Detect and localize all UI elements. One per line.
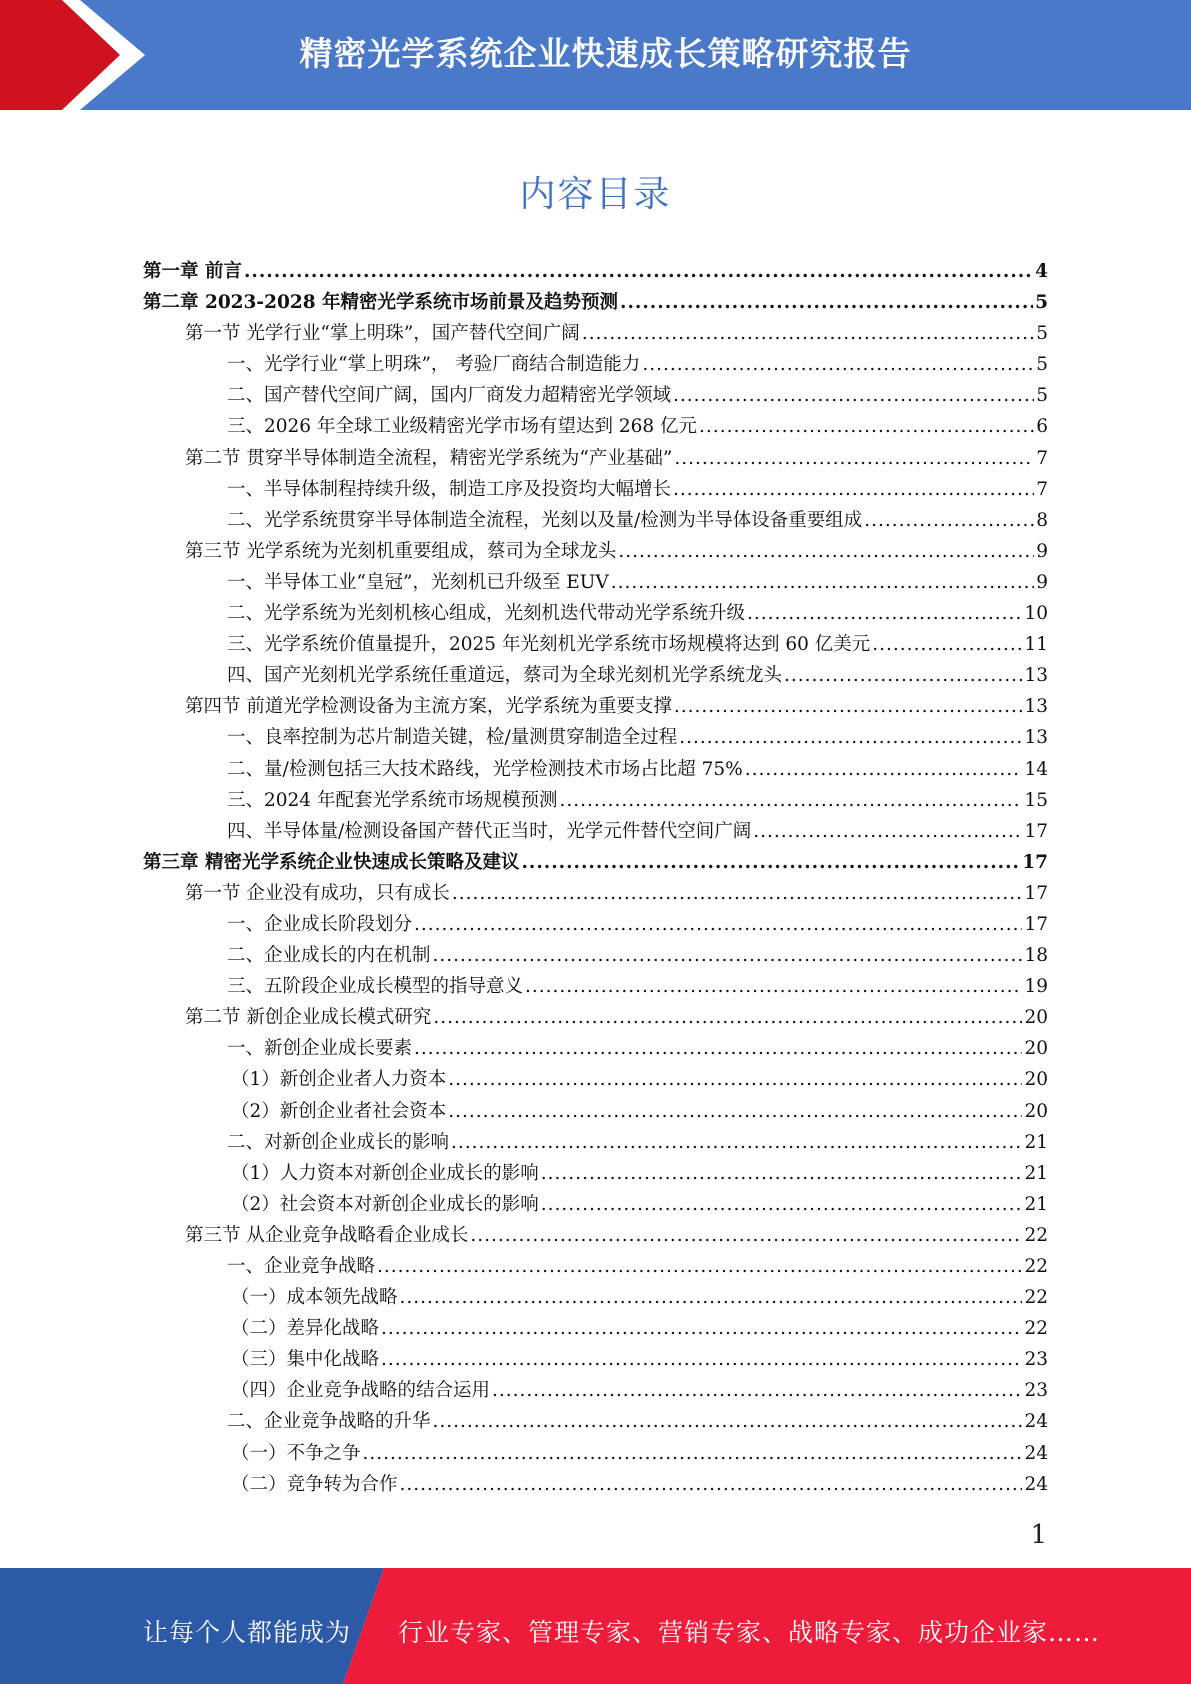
toc-entry[interactable]: [143, 349, 1048, 380]
toc-entry-page: 8: [1036, 509, 1048, 531]
toc-dot-leader: [674, 443, 1034, 474]
toc-entry-title: （2）新创企业者社会资本: [231, 1100, 447, 1122]
toc-dot-leader: [541, 1189, 1023, 1220]
toc-dot-leader: [414, 909, 1022, 940]
toc-entry[interactable]: [143, 1282, 1048, 1313]
toc-entry-page: 23: [1024, 1380, 1048, 1402]
toc-entry[interactable]: [143, 754, 1048, 785]
toc-dot-leader: [433, 1406, 1023, 1437]
toc-entry[interactable]: [143, 443, 1048, 474]
toc-entry[interactable]: [143, 1033, 1048, 1064]
toc-entry-page: 17: [1024, 913, 1048, 935]
toc-entry[interactable]: [143, 380, 1048, 411]
toc-entry[interactable]: [143, 785, 1048, 816]
toc-entry-title: （1）新创企业者人力资本: [231, 1069, 447, 1091]
toc-entry-page: 20: [1024, 1100, 1048, 1122]
toc-entry-page: 18: [1024, 945, 1048, 967]
toc-entry[interactable]: [143, 909, 1048, 940]
toc-entry-title: 一、良率控制为芯片制造关键，检/量测贯穿制造全过程: [227, 727, 678, 749]
toc-entry-page: 10: [1024, 603, 1048, 625]
toc-entry-title: 二、光学系统贯穿半导体制造全流程，光刻以及量/检测为半导体设备重要组成: [227, 509, 863, 531]
toc-entry-page: 24: [1024, 1442, 1048, 1464]
toc-entry[interactable]: [143, 411, 1048, 442]
toc-entry[interactable]: [143, 1406, 1048, 1437]
toc-entry[interactable]: [143, 722, 1048, 753]
footer-slogan-left: 让每个人都能成为: [143, 1618, 352, 1647]
toc-dot-leader: [559, 785, 1022, 816]
toc-entry-page: 17: [1024, 882, 1048, 904]
toc-entry[interactable]: [143, 971, 1048, 1002]
toc-entry-page: 17: [1022, 851, 1048, 873]
toc-entry-title: 二、对新创企业成长的影响: [227, 1131, 450, 1153]
toc-entry-page: 5: [1035, 292, 1048, 314]
toc-entry[interactable]: [143, 598, 1048, 629]
toc-dot-leader: [872, 629, 1022, 660]
toc-entry[interactable]: [143, 660, 1048, 691]
toc-dot-leader: [747, 598, 1022, 629]
toc-heading: 内容目录: [519, 174, 672, 215]
toc-dot-leader: [470, 1220, 1022, 1251]
toc-entry-title: 第三节 从企业竞争战略看企业成长: [185, 1224, 469, 1246]
toc-entry-title: 一、半导体制程持续升级，制造工序及投资均大幅增长: [227, 478, 672, 500]
toc-entry-title: 一、光学行业“掌上明珠”， 考验厂商结合制造能力: [227, 354, 641, 376]
toc-entry[interactable]: [143, 567, 1048, 598]
toc-entry-page: 24: [1024, 1473, 1048, 1495]
toc-entry[interactable]: [143, 318, 1048, 349]
toc-entry-page: 13: [1024, 696, 1048, 718]
toc-entry-title: 第四节 前道光学检测设备为主流方案，光学系统为重要支撑: [185, 696, 672, 718]
toc-entry-page: 5: [1036, 354, 1048, 376]
toc-entry[interactable]: [143, 1344, 1048, 1375]
toc-dot-leader: [784, 660, 1022, 691]
report-title: 精密光学系统企业快速成长策略研究报告: [299, 34, 912, 73]
toc-entry-page: 6: [1036, 416, 1048, 438]
toc-entry-title: 三、2026 年全球工业级精密光学市场有望达到 268 亿元: [227, 416, 698, 438]
toc-entry[interactable]: [143, 474, 1048, 505]
toc-dot-leader: [699, 411, 1034, 442]
toc-entry[interactable]: [143, 691, 1048, 722]
toc-entry-page: 7: [1036, 447, 1048, 469]
page-header: [0, 0, 1191, 110]
toc-dot-leader: [244, 256, 1033, 287]
toc-entry-title: 二、国产替代空间广阔，国内厂商发力超精密光学领域: [227, 385, 672, 407]
toc-entry-title: 第三章 精密光学系统企业快速成长策略及建议: [143, 851, 520, 873]
toc-entry-title: （四）企业竞争战略的结合运用: [231, 1380, 491, 1402]
toc-entry-page: 4: [1035, 261, 1048, 282]
toc-dot-leader: [618, 536, 1034, 567]
toc-entry[interactable]: [143, 1064, 1048, 1095]
toc-dot-leader: [452, 878, 1023, 909]
toc-entry-page: 21: [1024, 1193, 1048, 1215]
page-footer: [0, 1568, 1191, 1684]
toc-entry-page: 22: [1024, 1318, 1048, 1340]
toc-dot-leader: [381, 1313, 1022, 1344]
toc-dot-leader: [674, 691, 1023, 722]
toc-entry-title: 三、五阶段企业成长模型的指导意义: [227, 976, 524, 998]
toc-entry-page: 21: [1024, 1131, 1048, 1153]
toc-entry[interactable]: [143, 536, 1048, 567]
page-number: 1: [1030, 1520, 1047, 1550]
toc-entry[interactable]: [143, 1313, 1048, 1344]
toc-entry-page: 20: [1024, 1069, 1048, 1091]
toc-entry[interactable]: [143, 1127, 1048, 1158]
footer-slogan-right: 行业专家、管理专家、营销专家、战略专家、成功企业家……: [398, 1618, 1101, 1647]
toc-dot-leader: [381, 1344, 1022, 1375]
toc-entry[interactable]: [143, 878, 1048, 909]
toc-dot-leader: [673, 474, 1034, 505]
toc-dot-leader: [400, 1469, 1023, 1500]
toc-entry-page: 11: [1024, 634, 1048, 656]
toc-dot-leader: [521, 847, 1020, 878]
toc-dot-leader: [400, 1282, 1023, 1313]
toc-dot-leader: [433, 1002, 1022, 1033]
toc-entry[interactable]: [143, 1158, 1048, 1189]
toc-dot-leader: [433, 940, 1023, 971]
toc-entry-title: （二）差异化战略: [231, 1318, 380, 1340]
toc-dot-leader: [582, 318, 1034, 349]
toc-entry-page: 19: [1024, 976, 1048, 998]
toc-entry-title: （二）竞争转为合作: [231, 1473, 398, 1495]
toc-entry-page: 5: [1036, 385, 1048, 407]
toc-dot-leader: [448, 1096, 1022, 1127]
toc-entry-page: 17: [1024, 820, 1048, 842]
toc-entry-title: 第一节 光学行业“掌上明珠”，国产替代空间广阔: [185, 323, 580, 345]
toc-entry-title: 第一节 企业没有成功，只有成长: [185, 882, 450, 904]
toc-entry-title: 第一章 前言: [143, 261, 242, 282]
toc-entry-title: 一、企业竞争战略: [227, 1256, 376, 1277]
toc-entry-page: 7: [1036, 478, 1048, 500]
toc-dot-leader: [620, 287, 1033, 318]
table-of-contents: [143, 256, 1048, 1500]
toc-entry-page: 13: [1024, 727, 1048, 749]
toc-entry-page: 9: [1036, 571, 1048, 593]
toc-entry-title: 一、半导体工业“皇冠”，光刻机已升级至 EUV: [227, 571, 609, 593]
toc-dot-leader: [642, 349, 1034, 380]
toc-entry[interactable]: [143, 505, 1048, 536]
toc-entry[interactable]: [143, 1189, 1048, 1220]
toc-entry-title: 三、光学系统价值量提升，2025 年光刻机光学系统市场规模将达到 60 亿美元: [227, 634, 871, 656]
toc-entry-title: 二、企业竞争战略的升华: [227, 1411, 431, 1433]
toc-entry-page: 20: [1024, 1038, 1048, 1060]
toc-entry[interactable]: [143, 287, 1048, 318]
toc-dot-leader: [414, 1033, 1022, 1064]
toc-dot-leader: [448, 1064, 1022, 1095]
toc-entry[interactable]: [143, 1438, 1048, 1469]
toc-entry[interactable]: [143, 1469, 1048, 1500]
toc-entry-page: 22: [1024, 1224, 1048, 1246]
toc-dot-leader: [745, 754, 1023, 785]
toc-entry-title: 一、新创企业成长要素: [227, 1038, 413, 1060]
toc-entry-title: 第二节 贯穿半导体制造全流程，精密光学系统为“产业基础”: [185, 447, 673, 469]
toc-entry[interactable]: [143, 1096, 1048, 1127]
toc-entry-title: 第三节 光学系统为光刻机重要组成，蔡司为全球龙头: [185, 540, 617, 562]
toc-entry-page: 23: [1024, 1349, 1048, 1371]
toc-entry[interactable]: [143, 816, 1048, 847]
toc-entry-page: 24: [1024, 1411, 1048, 1433]
toc-entry-title: 三、2024 年配套光学系统市场规模预测: [227, 789, 558, 811]
toc-entry-title: 二、光学系统为光刻机核心组成，光刻机迭代带动光学系统升级: [227, 603, 746, 625]
toc-entry-page: 15: [1024, 789, 1048, 811]
toc-entry-page: 9: [1036, 540, 1048, 562]
toc-dot-leader: [753, 816, 1022, 847]
toc-dot-leader: [492, 1375, 1022, 1406]
toc-dot-leader: [525, 971, 1022, 1002]
toc-entry[interactable]: [143, 1002, 1048, 1033]
toc-entry-title: 第二章 2023-2028 年精密光学系统市场前景及趋势预测: [143, 292, 619, 314]
toc-dot-leader: [864, 505, 1034, 536]
toc-entry-page: 13: [1024, 665, 1048, 687]
toc-entry[interactable]: [143, 1220, 1048, 1251]
toc-entry-title: （一）不争之争: [231, 1442, 361, 1464]
toc-dot-leader: [451, 1127, 1022, 1158]
toc-entry-page: 5: [1036, 323, 1048, 345]
toc-entry[interactable]: [143, 629, 1048, 660]
toc-entry-title: （一）成本领先战略: [231, 1287, 398, 1309]
toc-entry-title: 二、企业成长的内在机制: [227, 945, 431, 967]
toc-entry-title: （2）社会资本对新创企业成长的影响: [231, 1193, 539, 1215]
toc-entry[interactable]: [143, 256, 1048, 287]
toc-dot-leader: [541, 1158, 1023, 1189]
toc-entry[interactable]: [143, 1375, 1048, 1406]
toc-entry-page: 22: [1024, 1287, 1048, 1309]
toc-dot-leader: [611, 567, 1034, 598]
toc-entry-title: 一、企业成长阶段划分: [227, 913, 413, 935]
toc-entry[interactable]: [143, 1251, 1048, 1282]
toc-entry-page: 21: [1024, 1162, 1048, 1184]
toc-entry-title: （1）人力资本对新创企业成长的影响: [231, 1162, 539, 1184]
toc-entry-title: 第二节 新创企业成长模式研究: [185, 1007, 432, 1029]
toc-entry-page: 14: [1024, 758, 1048, 780]
toc-entry-title: 四、半导体量/检测设备国产替代正当时，光学元件替代空间广阔: [227, 820, 752, 842]
toc-entry-title: 四、国产光刻机光学系统任重道远，蔡司为全球光刻机光学系统龙头: [227, 665, 783, 687]
toc-entry-page: 20: [1024, 1007, 1048, 1029]
toc-entry-title: 二、量/检测包括三大技术路线，光学检测技术市场占比超 75%: [227, 758, 743, 780]
toc-dot-leader: [377, 1251, 1022, 1282]
toc-entry[interactable]: [143, 940, 1048, 971]
toc-dot-leader: [673, 380, 1034, 411]
toc-dot-leader: [679, 722, 1022, 753]
toc-entry-title: （三）集中化战略: [231, 1349, 380, 1371]
toc-entry[interactable]: [143, 847, 1048, 878]
toc-dot-leader: [363, 1438, 1023, 1469]
toc-entry-page: 22: [1024, 1256, 1048, 1277]
